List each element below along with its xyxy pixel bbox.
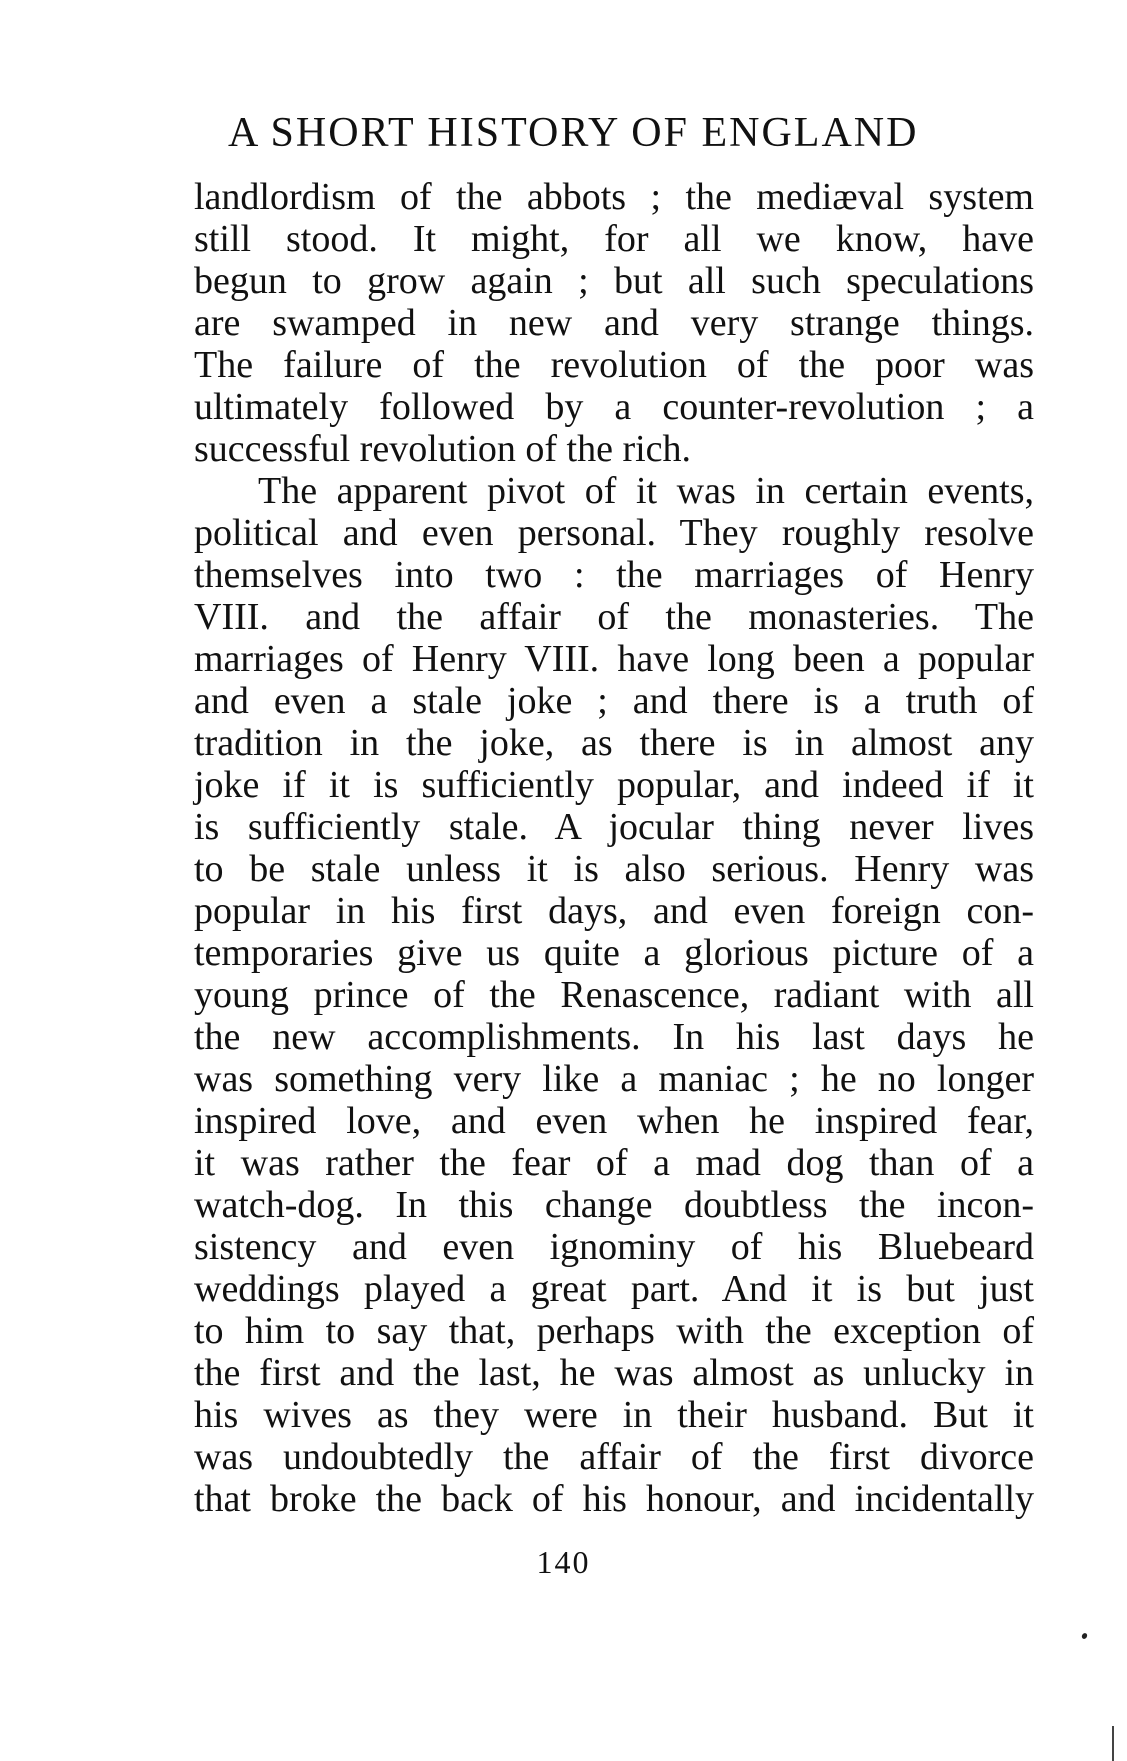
text-line: the new accomplishments. In his last days he <box>194 1016 1034 1058</box>
text-line: are swamped in new and very strange things. <box>194 302 1034 344</box>
text-line: ultimately followed by a counter-revolution ; a <box>194 386 1034 428</box>
text-line: it was rather the fear of a mad dog than of a <box>194 1142 1034 1184</box>
paragraph-2 <box>194 470 1034 1520</box>
running-head: A SHORT HISTORY OF ENGLAND <box>228 110 919 156</box>
text-line: watch-dog. In this change doubtless the incon- <box>194 1184 1034 1226</box>
paragraph-1 <box>194 176 1034 470</box>
text-line: was undoubtedly the affair of the first divorce <box>194 1436 1034 1478</box>
text-line: successful revolution of the rich. <box>194 428 692 470</box>
text-line: that broke the back of his honour, and incidentally <box>194 1478 1034 1520</box>
text-line: VIII. and the affair of the monasteries. The <box>194 596 1034 638</box>
text-line: themselves into two : the marriages of Henry <box>194 554 1034 596</box>
ink-speck <box>1081 1632 1088 1640</box>
page-edge-mark <box>1112 1726 1114 1761</box>
text-line: inspired love, and even when he inspired fear, <box>194 1100 1034 1142</box>
text-line: tradition in the joke, as there is in almost any <box>194 722 1034 764</box>
text-line: young prince of the Renascence, radiant with all <box>194 974 1034 1016</box>
text-line: and even a stale joke ; and there is a truth of <box>194 680 1034 722</box>
text-line: weddings played a great part. And it is but just <box>194 1268 1034 1310</box>
text-line: temporaries give us quite a glorious picture of a <box>194 932 1034 974</box>
page-number: 140 <box>536 1544 591 1580</box>
text-line: popular in his first days, and even foreign con- <box>194 890 1034 932</box>
text-line: political and even personal. They roughly resolve <box>194 512 1034 554</box>
body-text <box>194 176 1034 1520</box>
text-line: to be stale unless it is also serious. Henry was <box>194 848 1034 890</box>
text-line: joke if it is sufficiently popular, and indeed if it <box>194 764 1034 806</box>
text-line: marriages of Henry VIII. have long been a popular <box>194 638 1034 680</box>
text-line: still stood. It might, for all we know, have <box>194 218 1034 260</box>
text-line: landlordism of the abbots ; the mediæval system <box>194 176 1034 218</box>
text-line: the first and the last, he was almost as unlucky in <box>194 1352 1034 1394</box>
text-line: was something very like a maniac ; he no longer <box>194 1058 1034 1100</box>
text-line: is sufficiently stale. A jocular thing never lives <box>194 806 1034 848</box>
text-line: The failure of the revolution of the poor was <box>194 344 1034 386</box>
text-line: The apparent pivot of it was in certain events, <box>258 470 1034 512</box>
text-line: his wives as they were in their husband. But it <box>194 1394 1034 1436</box>
text-line: to him to say that, perhaps with the exception of <box>194 1310 1034 1352</box>
text-line: begun to grow again ; but all such speculations <box>194 260 1034 302</box>
text-line: sistency and even ignominy of his Bluebeard <box>194 1226 1034 1268</box>
